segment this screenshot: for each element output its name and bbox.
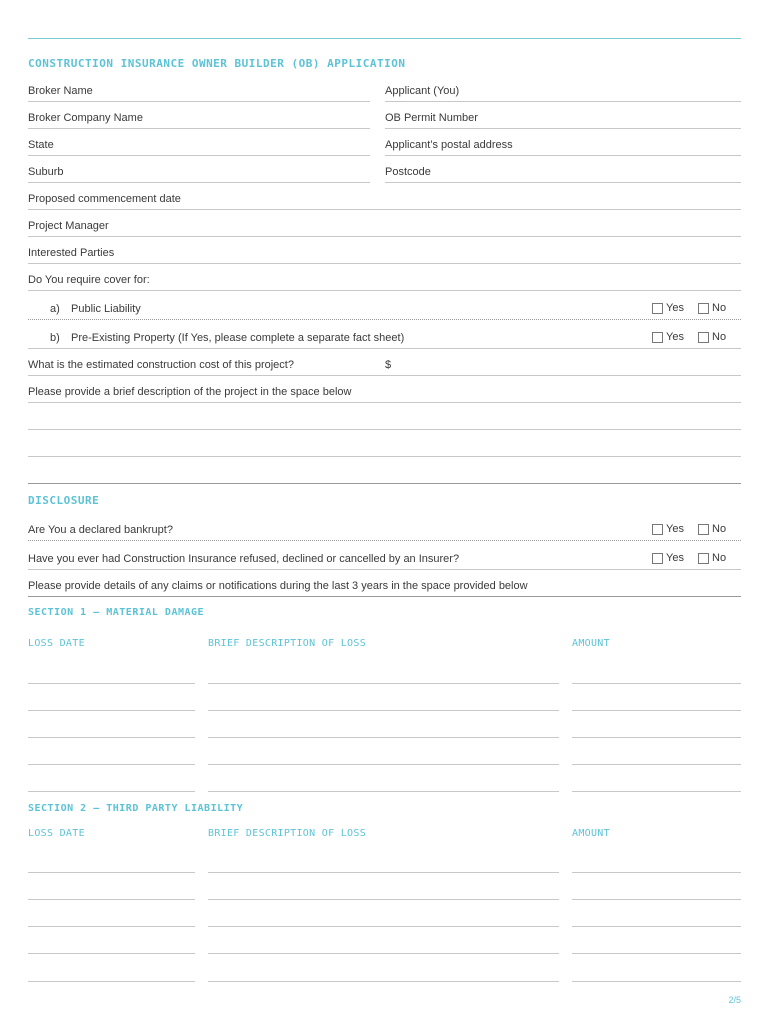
- refused-no[interactable]: [698, 552, 726, 564]
- bankrupt-options: [652, 523, 726, 535]
- state-field[interactable]: [28, 155, 370, 156]
- loss-desc-field[interactable]: [208, 872, 559, 873]
- dotted-divider: [28, 540, 741, 541]
- interested-parties-field[interactable]: [28, 263, 741, 264]
- cover-b-letter: b): [50, 332, 60, 344]
- section2-title: SECTION 2 — THIRD PARTY LIABILITY: [28, 803, 244, 814]
- loss-amount-field[interactable]: [572, 764, 741, 765]
- loss-date-field[interactable]: [28, 899, 195, 900]
- cover-b-yes[interactable]: [652, 331, 698, 343]
- applicant-label: Applicant (You): [385, 85, 460, 97]
- project-manager-field[interactable]: [28, 236, 741, 237]
- cover-question: Do You require cover for:: [28, 274, 150, 286]
- cover-b-label: Pre-Existing Property (If Yes, please complete a separate fact sheet): [71, 332, 405, 344]
- postcode-field[interactable]: [385, 182, 741, 183]
- checkbox-icon: [652, 553, 663, 564]
- loss-amount-field[interactable]: [572, 737, 741, 738]
- no-label: No: [712, 552, 727, 564]
- loss-date-field[interactable]: [28, 764, 195, 765]
- form-title: CONSTRUCTION INSURANCE OWNER BUILDER (OB) APPLICATION: [28, 57, 406, 70]
- commencement-label: Proposed commencement date: [28, 193, 181, 205]
- cost-question: What is the estimated construction cost of this project?: [28, 359, 294, 371]
- checkbox-icon: [652, 524, 663, 535]
- checkbox-icon: [698, 303, 709, 314]
- cover-a-options: [652, 302, 726, 314]
- yes-label: Yes: [666, 331, 684, 343]
- yes-label: Yes: [666, 552, 684, 564]
- bankrupt-question: Are You a declared bankrupt?: [28, 524, 173, 536]
- divider: [28, 348, 741, 349]
- cover-a-letter: a): [50, 303, 60, 315]
- description-line[interactable]: [28, 402, 741, 403]
- bankrupt-yes[interactable]: [652, 523, 698, 535]
- suburb-field[interactable]: [28, 182, 370, 183]
- cover-a-label: Public Liability: [71, 303, 141, 315]
- loss-desc-field[interactable]: [208, 737, 559, 738]
- ob-permit-label: OB Permit Number: [385, 112, 478, 124]
- broker-name-label: Broker Name: [28, 85, 93, 97]
- loss-date-field[interactable]: [28, 953, 195, 954]
- bankrupt-no[interactable]: [698, 523, 726, 535]
- disclosure-title: DISCLOSURE: [28, 494, 100, 507]
- currency-symbol: $: [385, 359, 392, 371]
- ob-permit-field[interactable]: [385, 128, 741, 129]
- description-line[interactable]: [28, 429, 741, 430]
- checkbox-icon: [698, 524, 709, 535]
- section2-col-date: LOSS DATE: [28, 828, 85, 839]
- section2-col-desc: BRIEF DESCRIPTION OF LOSS: [208, 828, 367, 839]
- loss-desc-field[interactable]: [208, 926, 559, 927]
- refused-question: Have you ever had Construction Insurance refused, declined or cancelled by an Insurer?: [28, 553, 460, 565]
- cost-field[interactable]: [28, 375, 741, 376]
- broker-company-field[interactable]: [28, 128, 370, 129]
- page-number: 2/5: [728, 995, 741, 1005]
- loss-amount-field[interactable]: [572, 683, 741, 684]
- section2-col-amount: AMOUNT: [572, 828, 610, 839]
- loss-desc-field[interactable]: [208, 953, 559, 954]
- no-label: No: [712, 523, 727, 535]
- description-line[interactable]: [28, 456, 741, 457]
- no-label: No: [712, 302, 727, 314]
- claims-prompt: Please provide details of any claims or notifications during the last 3 years in the space provided below: [28, 580, 528, 592]
- loss-date-field[interactable]: [28, 791, 195, 792]
- loss-amount-field[interactable]: [572, 926, 741, 927]
- refused-yes[interactable]: [652, 552, 698, 564]
- top-rule: [28, 38, 741, 39]
- applicant-field[interactable]: [385, 101, 741, 102]
- loss-amount-field[interactable]: [572, 872, 741, 873]
- section1-col-desc: BRIEF DESCRIPTION OF LOSS: [208, 638, 367, 649]
- divider: [28, 290, 741, 291]
- loss-date-field[interactable]: [28, 872, 195, 873]
- divider: [28, 569, 741, 570]
- divider: [28, 596, 741, 597]
- broker-company-label: Broker Company Name: [28, 112, 143, 124]
- dotted-divider: [28, 319, 741, 320]
- postal-address-label: Applicant’s postal address: [385, 139, 513, 151]
- section1-col-date: LOSS DATE: [28, 638, 85, 649]
- description-prompt: Please provide a brief description of the project in the space below: [28, 386, 352, 398]
- state-label: State: [28, 139, 54, 151]
- yes-label: Yes: [666, 523, 684, 535]
- cover-a-no[interactable]: [698, 302, 726, 314]
- broker-name-field[interactable]: [28, 101, 370, 102]
- loss-date-field[interactable]: [28, 710, 195, 711]
- postcode-label: Postcode: [385, 166, 431, 178]
- loss-date-field[interactable]: [28, 981, 195, 982]
- cover-a-yes[interactable]: [652, 302, 698, 314]
- section-divider: [28, 483, 741, 484]
- loss-amount-field[interactable]: [572, 899, 741, 900]
- loss-amount-field[interactable]: [572, 981, 741, 982]
- cover-b-no[interactable]: [698, 331, 726, 343]
- checkbox-icon: [698, 553, 709, 564]
- loss-date-field[interactable]: [28, 926, 195, 927]
- loss-date-field[interactable]: [28, 683, 195, 684]
- checkbox-icon: [652, 332, 663, 343]
- suburb-label: Suburb: [28, 166, 64, 178]
- loss-amount-field[interactable]: [572, 791, 741, 792]
- loss-date-field[interactable]: [28, 737, 195, 738]
- loss-amount-field[interactable]: [572, 953, 741, 954]
- refused-options: [652, 552, 726, 564]
- loss-desc-field[interactable]: [208, 981, 559, 982]
- section1-title: SECTION 1 — MATERIAL DAMAGE: [28, 607, 205, 618]
- section1-col-amount: AMOUNT: [572, 638, 610, 649]
- postal-address-field[interactable]: [385, 155, 741, 156]
- loss-desc-field[interactable]: [208, 710, 559, 711]
- cover-b-options: [652, 331, 726, 343]
- loss-amount-field[interactable]: [572, 710, 741, 711]
- loss-desc-field[interactable]: [208, 683, 559, 684]
- no-label: No: [712, 331, 727, 343]
- checkbox-icon: [698, 332, 709, 343]
- interested-parties-label: Interested Parties: [28, 247, 115, 259]
- loss-desc-field[interactable]: [208, 791, 559, 792]
- loss-desc-field[interactable]: [208, 899, 559, 900]
- loss-desc-field[interactable]: [208, 764, 559, 765]
- checkbox-icon: [652, 303, 663, 314]
- commencement-field[interactable]: [28, 209, 741, 210]
- project-manager-label: Project Manager: [28, 220, 109, 232]
- yes-label: Yes: [666, 302, 684, 314]
